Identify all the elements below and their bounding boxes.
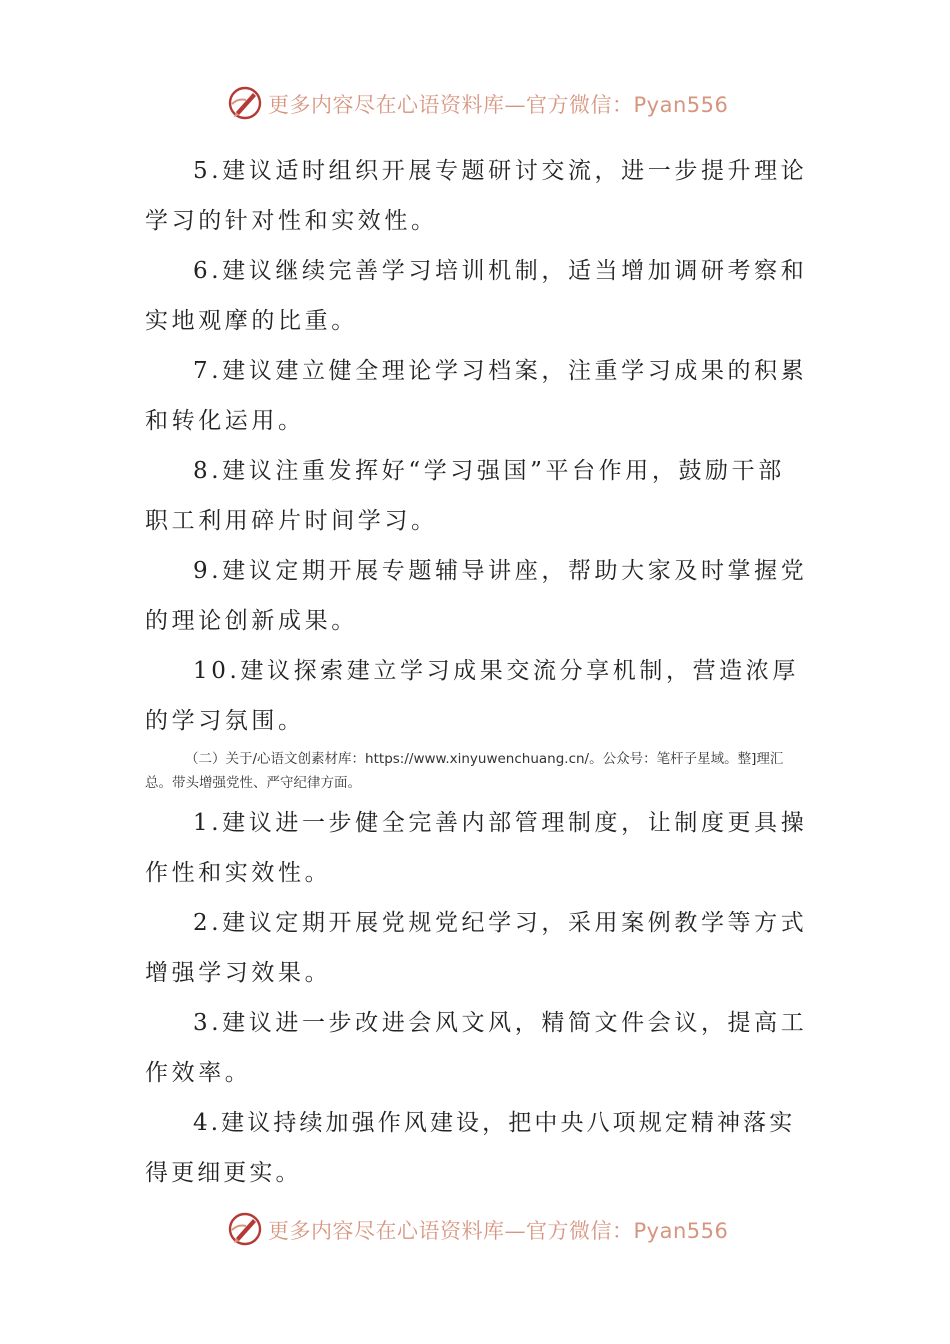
pen-logo-icon [226, 1210, 264, 1248]
banner-text: 更多内容尽在心语资料库—官方微信： [268, 1219, 634, 1243]
footer-banner [0, 1210, 950, 1250]
paragraph: 6.建议继续完善学习培训机制，适当增加调研考察和实地观摩的比重。 [145, 258, 808, 334]
paragraph: 4.建议持续加强作风建设，把中央八项规定精神落实得更细更实。 [145, 1110, 796, 1186]
paragraph: 8.建议注重发挥好“学习强国”平台作用，鼓励干部职工利用碎片时间学习。 [145, 458, 785, 534]
paragraph: 5.建议适时组织开展专题研讨交流，进一步提升理论学习的针对性和实效性。 [145, 158, 808, 234]
paragraph: 3.建议进一步改进会风文风，精简文件会议，提高工作效率。 [145, 1010, 808, 1086]
document-body [145, 146, 810, 1198]
paragraph: 9.建议定期开展专题辅导讲座，帮助大家及时掌握党的理论创新成果。 [145, 558, 808, 634]
paragraph: 1.建议进一步健全完善内部管理制度，让制度更具操作性和实效性。 [145, 810, 808, 886]
header-banner [0, 84, 950, 124]
wechat-id: Pyan556 [633, 93, 729, 117]
banner-text: 更多内容尽在心语资料库—官方微信： [268, 93, 634, 117]
paragraph: 10.建议探索建立学习成果交流分享机制，营造浓厚的学习氛围。 [145, 658, 799, 734]
wechat-id: Pyan556 [633, 1219, 729, 1243]
section-heading: （二）关于/心语文创素材库：https://www.xinyuwenchuang.cn/。公众号：笔杆子星域。整]理汇总。带头增强党性、严守纪律方面。 [145, 751, 784, 791]
paragraph: 2.建议定期开展党规党纪学习，采用案例教学等方式增强学习效果。 [145, 910, 808, 986]
pen-logo-icon [226, 84, 264, 122]
paragraph: 7.建议建立健全理论学习档案，注重学习成果的积累和转化运用。 [145, 358, 808, 434]
